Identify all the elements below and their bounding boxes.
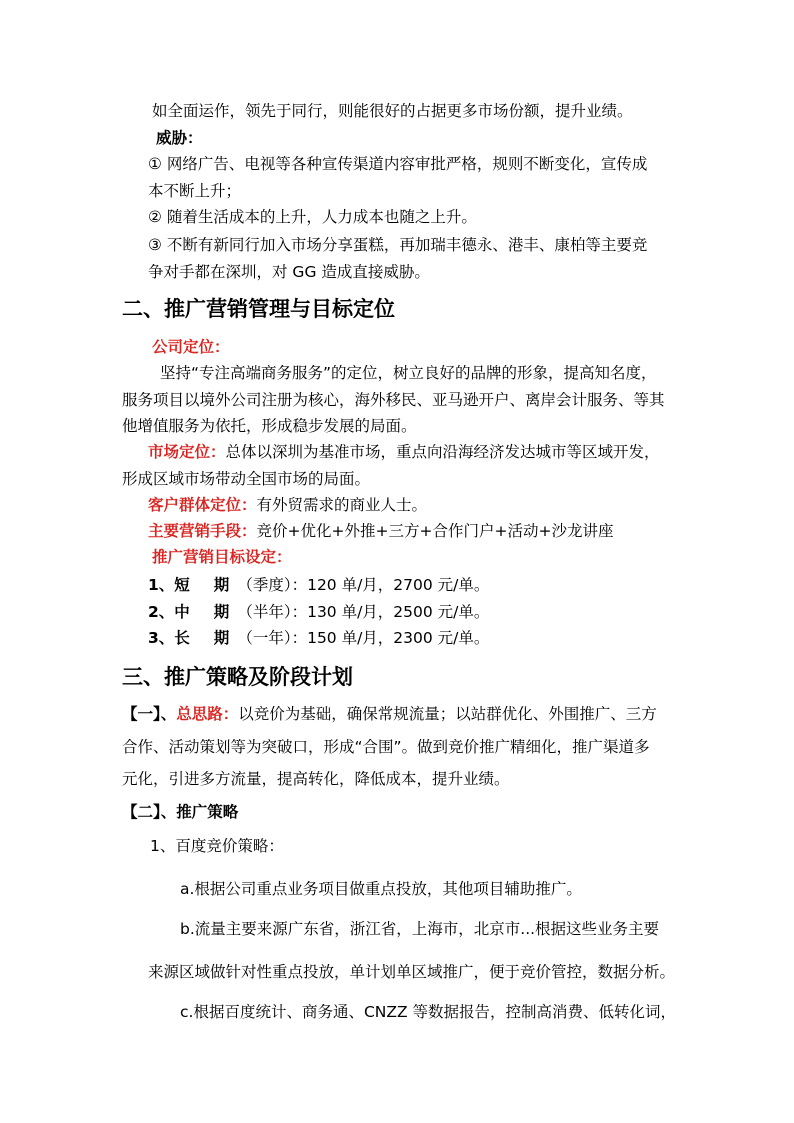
target-period: 期 xyxy=(213,629,230,647)
strategy-overview-text-2: 合作、活动策划等为突破口，形成“合围”。做到竞价推广精细化，推广渠道多 xyxy=(122,738,650,756)
market-positioning-text-2: 形成区域市场带动全国市场的局面。 xyxy=(122,470,371,488)
marketing-means xyxy=(148,521,613,541)
strategy-item-b-cont: 来源区域做针对性重点投放，单计划单区域推广，便于竞价管控，数据分析。 xyxy=(148,963,676,981)
targets-label: 推广营销目标设定： xyxy=(152,548,292,566)
market-positioning-text: 总体以深圳为基准市场，重点向沿海经济发达城市等区域开发， xyxy=(225,443,660,461)
strategy-overview-text: 以竞价为基础，确保常规流量；以站群优化、外围推广、三方 xyxy=(238,705,657,723)
company-positioning-label: 公司定位： xyxy=(152,338,230,356)
marketing-means-text: 竞价+优化+外推+三方+合作门户+活动+沙龙讲座 xyxy=(256,522,614,540)
target-num: 1、短 xyxy=(148,576,190,594)
target-num: 2、中 xyxy=(148,603,190,621)
target-row xyxy=(148,602,489,622)
market-positioning-label: 市场定位： xyxy=(148,443,226,461)
strategy-item-c: c.根据百度统计、商务通、CNZZ 等数据报告，控制高消费、低转化词， xyxy=(180,1003,677,1021)
intro-text: 如全面运作，领先于同行，则能很好的占据更多市场份额，提升业绩。 xyxy=(152,102,633,120)
marketing-means-label: 主要营销手段： xyxy=(148,522,257,540)
threat-item-1: ① 网络广告、电视等各种宣传渠道内容审批严格，规则不断变化，宣传成 xyxy=(148,155,648,173)
target-row xyxy=(148,628,489,648)
target-span: （季度）： xyxy=(237,576,308,594)
target-period: 期 xyxy=(213,576,230,594)
threats-heading: 威胁： xyxy=(156,129,203,147)
threat-item-3-cont: 争对手都在深圳，对 GG 造成直接威胁。 xyxy=(148,263,430,281)
strategy-item-a: a.根据公司重点业务项目做重点投放，其他项目辅助推广。 xyxy=(180,880,582,898)
target-row xyxy=(148,575,489,595)
target-span: （半年）： xyxy=(237,603,308,621)
target-span: （一年）： xyxy=(237,629,308,647)
strategy-overview-label: 总思路： xyxy=(176,705,239,723)
target-value: 130 单/月，2500 元/单。 xyxy=(307,603,490,621)
threat-item-2: ② 随着生活成本的上升，人力成本也随之上升。 xyxy=(148,208,477,226)
strategy-item-b: b.流量主要来源广东省，浙江省，上海市，北京市...根据这些业务主要 xyxy=(180,920,660,938)
promotion-strategy-heading: 【二】、推广策略 xyxy=(122,803,239,821)
customer-positioning xyxy=(148,495,427,515)
strategy-overview xyxy=(122,704,657,724)
target-num: 3、长 xyxy=(148,629,190,647)
customer-positioning-text: 有外贸需求的商业人士。 xyxy=(256,496,428,514)
threat-item-3: ③ 不断有新同行加入市场分享蛋糕，再加瑞丰德永、港丰、康柏等主要竞 xyxy=(148,236,648,254)
market-positioning xyxy=(148,442,660,462)
target-period: 期 xyxy=(213,603,230,621)
target-value: 120 单/月，2700 元/单。 xyxy=(307,576,490,594)
strategy-overview-bracket: 【一】、 xyxy=(122,705,177,723)
customer-positioning-label: 客户群体定位： xyxy=(148,496,257,514)
section-2-title: 二、推广营销管理与目标定位 xyxy=(122,297,395,321)
section-3-title: 三、推广策略及阶段计划 xyxy=(122,665,353,689)
strategy-overview-text-3: 元化，引进多方流量，提高转化，降低成本，提升业绩。 xyxy=(122,770,510,788)
company-positioning-text: 坚持“专注高端商务服务”的定位，树立良好的品牌的形象，提高知名度， xyxy=(160,364,657,382)
baidu-bidding-heading: 1、百度竞价策略： xyxy=(150,837,284,855)
company-positioning-text-2: 服务项目以境外公司注册为核心，海外移民、亚马逊开户、离岸会计服务、等其 xyxy=(122,391,665,409)
company-positioning-text-3: 他增值服务为依托，形成稳步发展的局面。 xyxy=(122,417,417,435)
target-value: 150 单/月，2300 元/单。 xyxy=(307,629,490,647)
threat-item-1-cont: 本不断上升； xyxy=(148,182,242,200)
